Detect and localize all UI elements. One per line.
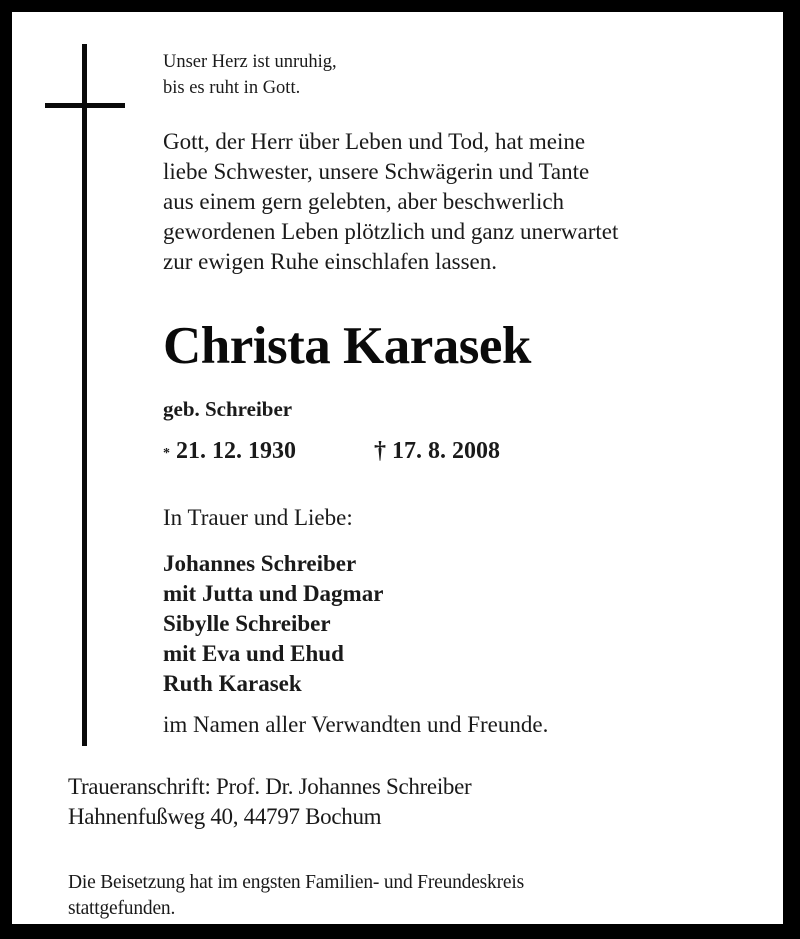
motto bbox=[163, 49, 337, 101]
mourner-line: mit Eva und Ehud bbox=[163, 641, 344, 666]
obituary-notice bbox=[12, 12, 783, 924]
birth-star-icon: * bbox=[163, 446, 170, 461]
birth-date-group bbox=[163, 436, 368, 466]
intro-line: Gott, der Herr über Leben und Tod, hat meine bbox=[163, 129, 586, 154]
condolence-address bbox=[68, 772, 471, 832]
mourner-line: Ruth Karasek bbox=[163, 671, 302, 696]
cross-icon-vertical bbox=[82, 44, 87, 746]
deceased-name: Christa Karasek bbox=[163, 317, 531, 375]
note-line: stattgefunden. bbox=[68, 898, 176, 919]
mourner-line: Sibylle Schreiber bbox=[163, 611, 331, 636]
birth-date: 21. 12. 1930 bbox=[176, 438, 296, 464]
life-dates bbox=[163, 436, 500, 466]
intro-line: gewordenen Leben plötzlich und ganz unerwartet bbox=[163, 219, 619, 244]
motto-line: bis es ruht in Gott. bbox=[163, 78, 301, 98]
address-line: Traueranschrift: Prof. Dr. Johannes Schreiber bbox=[68, 774, 472, 799]
mourners-list bbox=[163, 549, 383, 699]
burial-note bbox=[68, 870, 524, 922]
motto-line: Unser Herz ist unruhig, bbox=[163, 52, 337, 72]
mourners-closing: im Namen aller Verwandten und Freunde. bbox=[163, 712, 549, 737]
maiden-name: geb. Schreiber bbox=[163, 397, 293, 421]
death-date: 17. 8. 2008 bbox=[392, 438, 500, 464]
cross-icon-horizontal bbox=[45, 103, 125, 108]
intro-text bbox=[163, 127, 618, 277]
address-line: Hahnenfußweg 40, 44797 Bochum bbox=[68, 804, 382, 829]
intro-line: zur ewigen Ruhe einschlafen lassen. bbox=[163, 249, 498, 274]
note-line: Die Beisetzung hat im engsten Familien- und Freundeskreis bbox=[68, 872, 524, 893]
mourner-line: mit Jutta und Dagmar bbox=[163, 581, 384, 606]
death-dagger-icon: † bbox=[374, 438, 386, 464]
death-date-group bbox=[374, 438, 500, 464]
mourner-line: Johannes Schreiber bbox=[163, 551, 357, 576]
intro-line: aus einem gern gelebten, aber beschwerlich bbox=[163, 189, 565, 214]
mourners-intro: In Trauer und Liebe: bbox=[163, 505, 353, 530]
intro-line: liebe Schwester, unsere Schwägerin und Tante bbox=[163, 159, 590, 184]
